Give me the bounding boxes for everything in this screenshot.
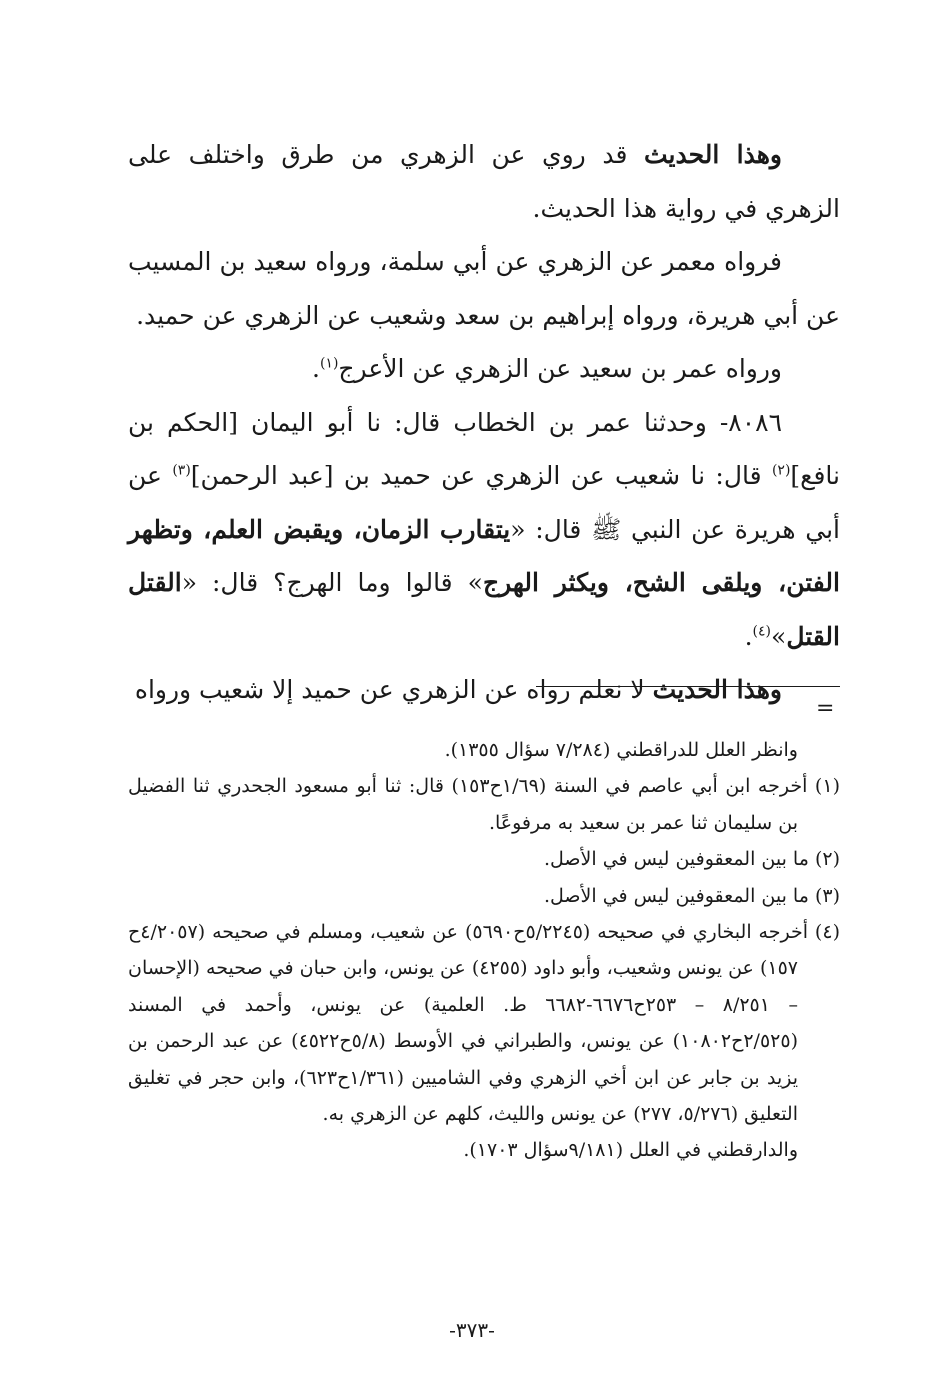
page-number: -٣٧٣- (449, 1318, 495, 1342)
hadith-8086-chain-2: قال: نا شعيب عن الزهري عن حميد بن [عبد الرحمن] (190, 461, 772, 490)
footnote-ref-1: (١) (319, 355, 339, 372)
footnotes (128, 732, 840, 1169)
hadith-8086-chain: ٨٠٨٦- وحدثنا عمر بن الخطاب قال: نا أبو اليمان [الحكم بن نافع] (128, 407, 840, 490)
footnote-ref-4: (٤) (752, 623, 772, 640)
footnote-4-continued: والدارقطني في العلل (٩/١٨١سؤال ١٧٠٣). (463, 1139, 798, 1162)
hadith-8086-chain-3: عن أبي هريرة عن النبي ﷺ قال: « (128, 461, 841, 544)
paragraph-5-text: لا نعلم رواه عن الزهري عن حميد إلا شعيب ورواه (134, 675, 653, 704)
continuation-mark: = (816, 696, 835, 721)
paragraph-1-text: قد روي عن الزهري من طرق واختلف على الزهري في رواية هذا الحديث. (128, 140, 840, 223)
paragraph-5 (128, 663, 840, 717)
paragraph-3-end: . (312, 354, 320, 383)
footnote-3: (٣) ما بين المعقوفين ليس في الأصل. (543, 884, 840, 907)
hadith-8086-end: . (744, 621, 753, 651)
paragraph-3 (128, 342, 840, 396)
footnote-carryover: وانظر العلل للدراقطني (٧/٢٨٤ سؤال ١٣٥٥). (444, 739, 798, 761)
footnote-ref-3: (٣) (172, 462, 191, 479)
paragraph-2: فرواه معمر عن الزهري عن أبي سلمة، ورواه سعيد بن المسيب عن أبي هريرة، ورواه إبراهيم بن سعد وشعيب عن الزهري عن حميد. (128, 247, 840, 330)
hadith-8086-matn: يتقارب الزمان، ويقبض العلم، وتظهر الفتن، ويلقى الشح، ويكثر الهرج (128, 514, 840, 597)
footnote-1: (١) أخرجه ابن أبي عاصم في السنة (١/٦٩ح١٥٣) قال: ثنا أبو مسعود الجحدري ثنا الفضيل بن سليمان ثنا عمر بن سعيد به مرفوعًا. (128, 775, 840, 834)
paragraph-3-text: ورواه عمر بن سعيد عن الزهري عن الأعرج (338, 354, 782, 383)
hadith-8086-close: » (771, 621, 787, 651)
hadith-8086-question: » قالوا وما الهرج؟ قال: « (181, 568, 483, 597)
hadith-8086-answer: القتل القتل (128, 568, 840, 651)
main-text (128, 128, 840, 717)
footnote-ref-2: (٢) (771, 462, 791, 479)
hadith-8086 (128, 396, 840, 664)
footnote-4: (٤) أخرجه البخاري في صحيحه (٥/٢٢٤٥ح٥٦٩٠) عن شعيب، ومسلم في صحيحه (٤/٢٠٥٧ح ١٥٧) عن يونس وشعيب، وأبو داود (٤٢٥٥) عن يونس، وابن حبان في صحيحه (الإحسان – ٨/٢٥١ – ٢٥٣ح٦٦٧٦-٦٦٨٢ ط. العلمية) عن يونس، وأحمد في المسند (٢/٥٢٥ح١٠٨٠٢) عن يونس، والطبراني في الأوسط (٥/٨ح٤٥٢٢) عن عبد الرحمن بن يزيد بن جابر عن ابن أخي الزهري وفي الشاميين (١/٣٦١ح٦٢٣)، وابن حجر في تغليق التعليق (٥/٢٧٦، ٢٧٧) عن يونس والليث، كلهم عن الزهري به. (128, 921, 840, 1126)
footnote-divider (536, 686, 840, 687)
paragraph-1 (128, 128, 840, 235)
paragraph-5-lead: وهذا الحديث (652, 675, 782, 704)
footnote-2: (٢) ما بين المعقوفين ليس في الأصل. (543, 848, 840, 871)
paragraph-1-lead: وهذا الحديث (644, 140, 782, 169)
